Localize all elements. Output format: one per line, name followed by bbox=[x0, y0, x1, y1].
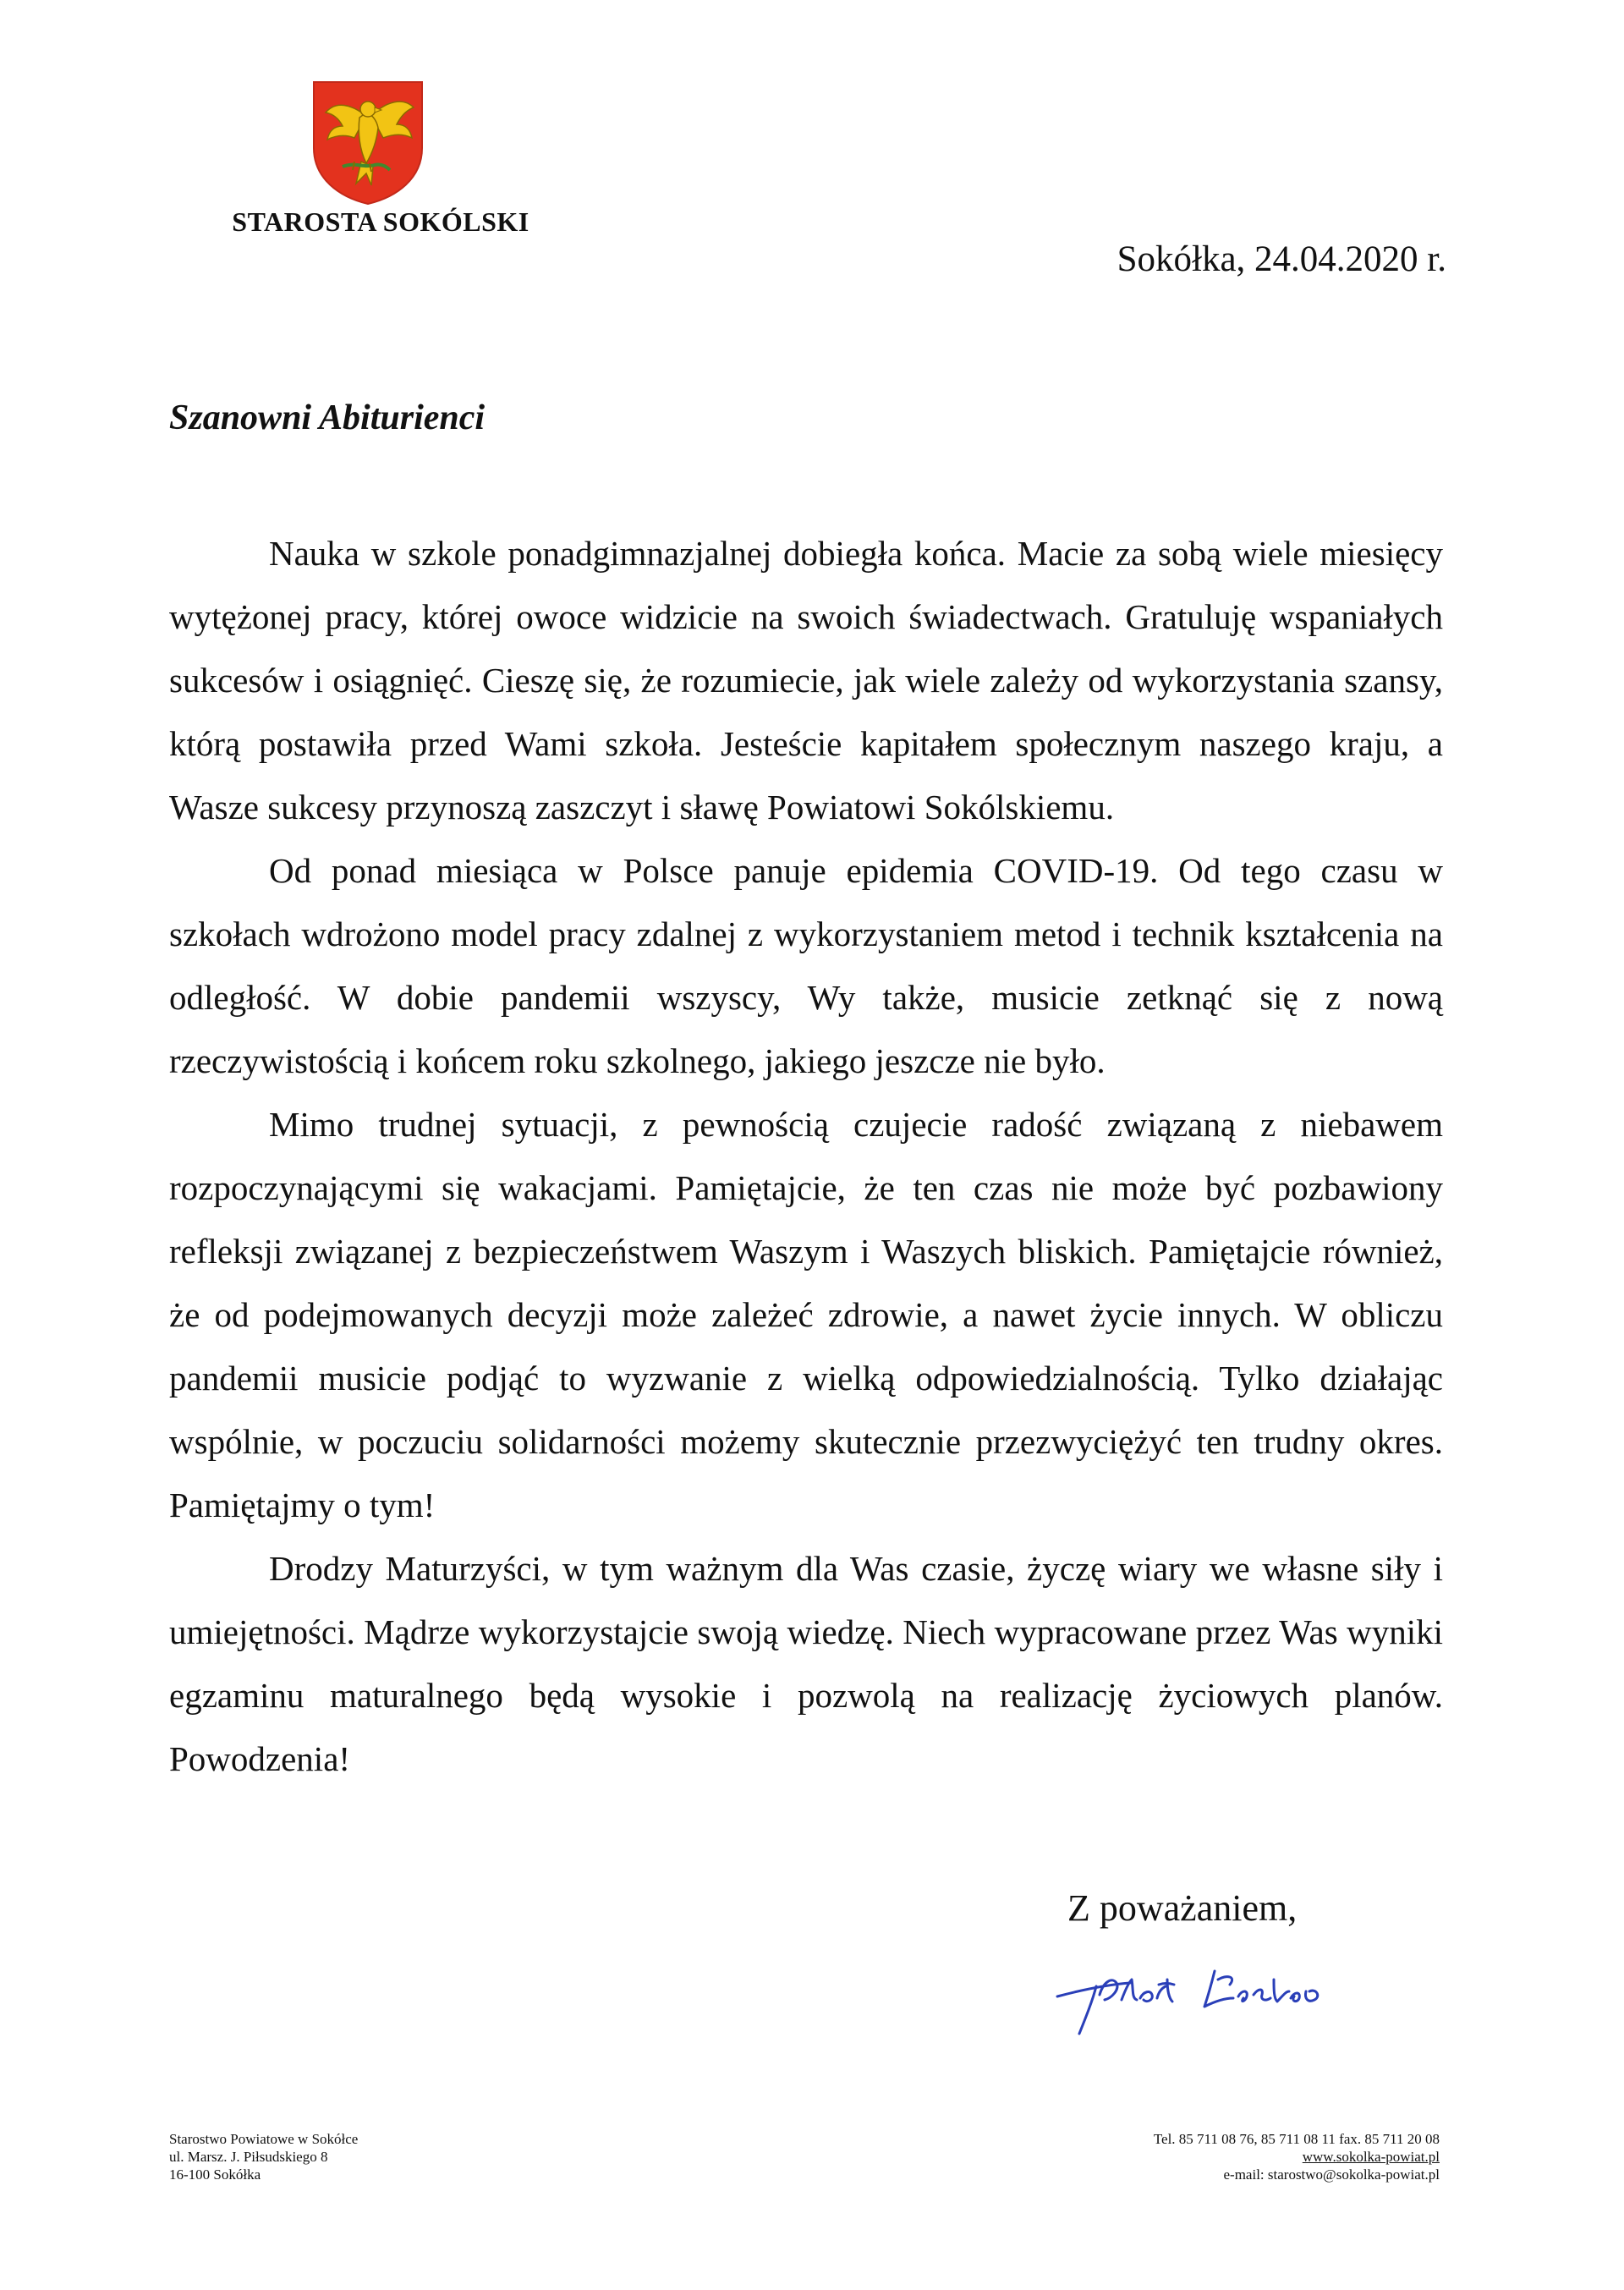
paragraph-3: Mimo trudnej sytuacji, z pewnością czujecie radość związaną z niebawem rozpoczynającymi się wakacjami. Pamiętajcie, że ten czas nie może być pozbawiony refleksji związanej z bezpieczeństwem Waszym i Waszych bliskich. Pamiętajcie również, że od podejmowanych decyzji może zależeć zdrowie, a nawet życie innych. W obliczu pandemii musicie podjąć to wyzwanie z wielką odpowiedzialnością. Tylko działając wspólnie, w poczuciu solidarności możemy skutecznie przezwyciężyć ten trudny okres. Pamiętajmy o tym! bbox=[169, 1105, 1443, 1524]
footer-phone-fax: Tel. 85 711 08 76, 85 711 08 11 fax. 85 711 20 08 bbox=[1153, 2131, 1440, 2147]
paragraph-4: Drodzy Maturzyści, w tym ważnym dla Was czasie, życzę wiary we własne siły i umiejętności. Mądrze wykorzystajcie swoją wiedzę. Niech wypracowane przez Was wyniki egzaminu maturalnego będą wysokie i pozwolą na realizację życiowych planów. Powodzenia! bbox=[169, 1549, 1443, 1778]
salutation: Szanowni Abiturienci bbox=[169, 398, 486, 437]
footer-address bbox=[169, 2130, 358, 2183]
footer-postcode-city: 16-100 Sokółka bbox=[169, 2166, 261, 2183]
paragraph-2: Od ponad miesiąca w Polsce panuje epidemia COVID-19. Od tego czasu w szkołach wdrożono model pracy zdalnej z wykorzystaniem metod i technik kształcenia na odległość. W dobie pandemii wszyscy, Wy także, musicie zetknąć się z nową rzeczywistością i końcem roku szkolnego, jakiego jeszcze nie było. bbox=[169, 851, 1443, 1080]
handwritten-signature bbox=[1049, 1946, 1353, 2039]
footer-email[interactable]: e-mail: starostwo@sokolka-powiat.pl bbox=[1223, 2166, 1440, 2183]
letter-body bbox=[169, 522, 1443, 1791]
footer-office-name: Starostwo Powiatowe w Sokółce bbox=[169, 2131, 359, 2147]
footer-street: ul. Marsz. J. Piłsudskiego 8 bbox=[169, 2149, 328, 2165]
paragraph-1: Nauka w szkole ponadgimnazjalnej dobiegła końca. Macie za sobą wiele miesięcy wytężonej pracy, której owoce widzicie na swoich świadectwach. Gratuluję wspaniałych sukcesów i osiągnięć. Cieszę się, że rozumiecie, jak wiele zależy od wykorzystania szansy, którą postawiła przed Wami szkoła. Jesteście kapitałem społecznym naszego kraju, a Wasze sukcesy przynoszą zaszczyt i sławę Powiatowi Sokólskiemu. bbox=[169, 534, 1443, 826]
footer-website-link[interactable]: www.sokolka-powiat.pl bbox=[1302, 2149, 1440, 2165]
coat-of-arms-falcon-icon bbox=[309, 79, 427, 206]
footer-contact bbox=[1154, 2130, 1440, 2183]
organization-name: STAROSTA SOKÓLSKI bbox=[232, 206, 529, 237]
place-date: Sokółka, 24.04.2020 r. bbox=[1116, 239, 1446, 279]
closing: Z poważaniem, bbox=[1067, 1887, 1298, 1929]
